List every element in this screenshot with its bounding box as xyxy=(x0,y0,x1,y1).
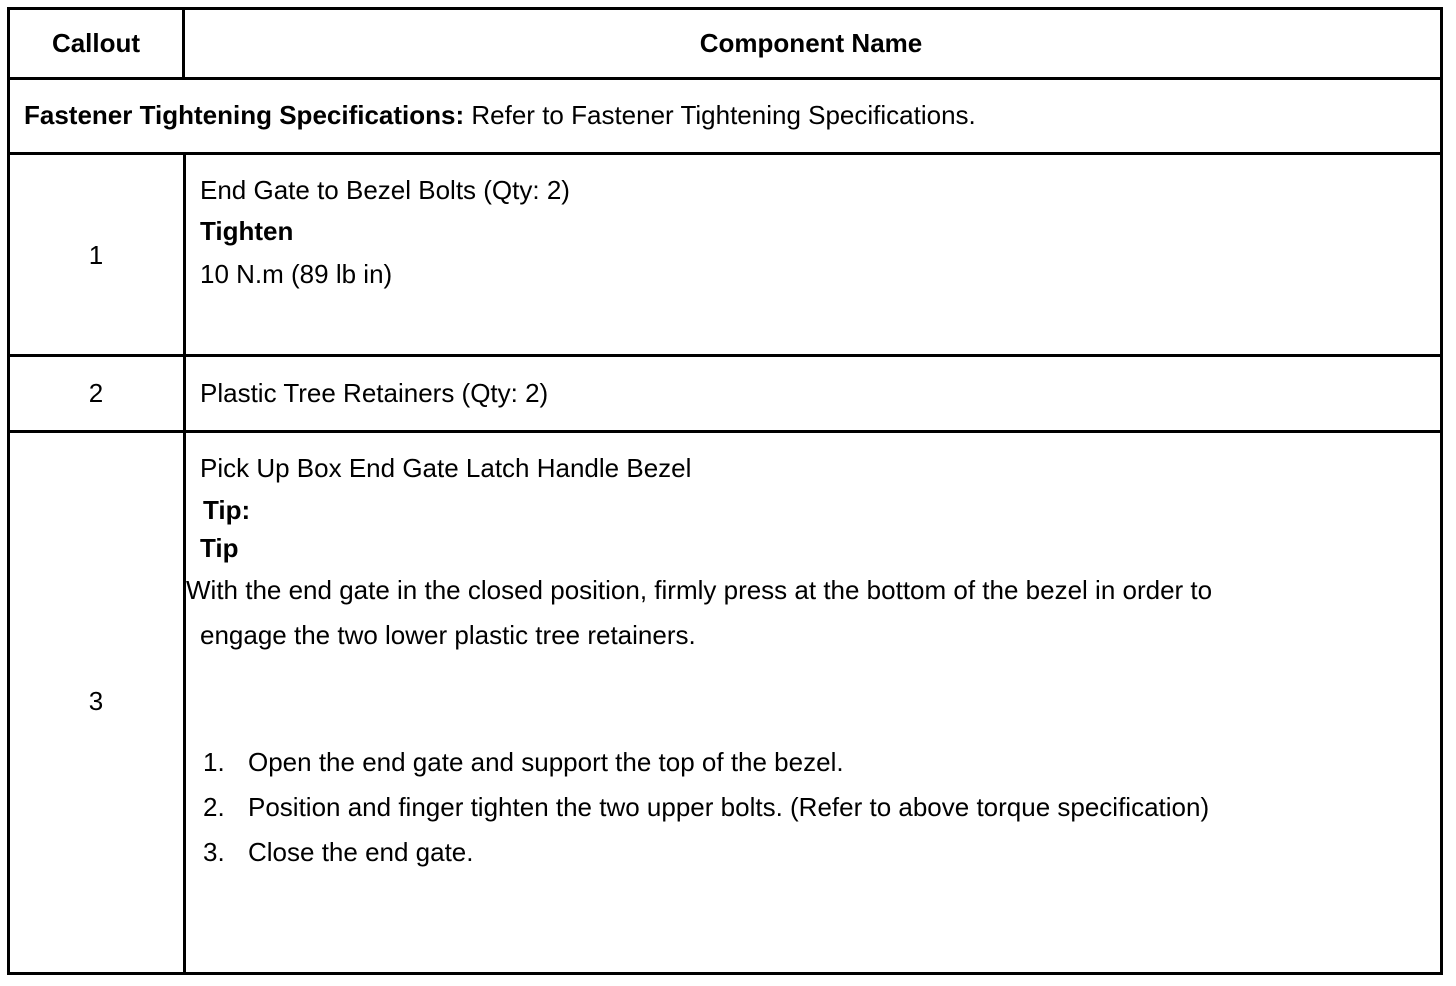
step-3-number: 3. xyxy=(203,837,225,867)
spec-row xyxy=(24,100,976,130)
row-2-title: Plastic Tree Retainers (Qty: 2) xyxy=(200,378,549,408)
row-2-divider xyxy=(10,430,1440,433)
row-3-tip-heading: Tip xyxy=(200,533,239,563)
spec-row-divider xyxy=(10,152,1440,155)
row-3-title: Pick Up Box End Gate Latch Handle Bezel xyxy=(200,453,692,483)
header-callout: Callout xyxy=(51,28,141,58)
row-3-tip-line-1: With the end gate in the closed position, firmly press at the bottom of the bezel in order to xyxy=(186,575,1213,605)
step-1-text: Open the end gate and support the top of the bezel. xyxy=(248,747,844,777)
row-3-tip-line-2: engage the two lower plastic tree retainers. xyxy=(200,620,696,650)
row-2-callout: 2 xyxy=(88,378,104,408)
row-1-callout: 1 xyxy=(88,240,104,270)
body-column-divider xyxy=(183,155,186,975)
row-3-tip-label: Tip: xyxy=(203,495,251,525)
header-divider xyxy=(10,77,1440,80)
spec-label: Fastener Tightening Specifications: xyxy=(24,100,465,130)
step-1-number: 1. xyxy=(203,747,225,777)
spec-text: Refer to Fastener Tightening Specifications. xyxy=(471,100,976,130)
row-1-divider xyxy=(10,354,1440,357)
row-1-action: Tighten xyxy=(200,216,294,246)
row-1-title: End Gate to Bezel Bolts (Qty: 2) xyxy=(200,175,570,205)
step-2-number: 2. xyxy=(203,792,225,822)
step-2-text: Position and finger tighten the two upper bolts. (Refer to above torque specification) xyxy=(248,792,1210,822)
row-1-value: 10 N.m (89 lb in) xyxy=(200,259,393,289)
row-3-callout: 3 xyxy=(88,686,104,716)
header-component-name: Component Name xyxy=(699,28,923,58)
step-3-text: Close the end gate. xyxy=(248,837,474,867)
component-table xyxy=(7,7,1443,975)
